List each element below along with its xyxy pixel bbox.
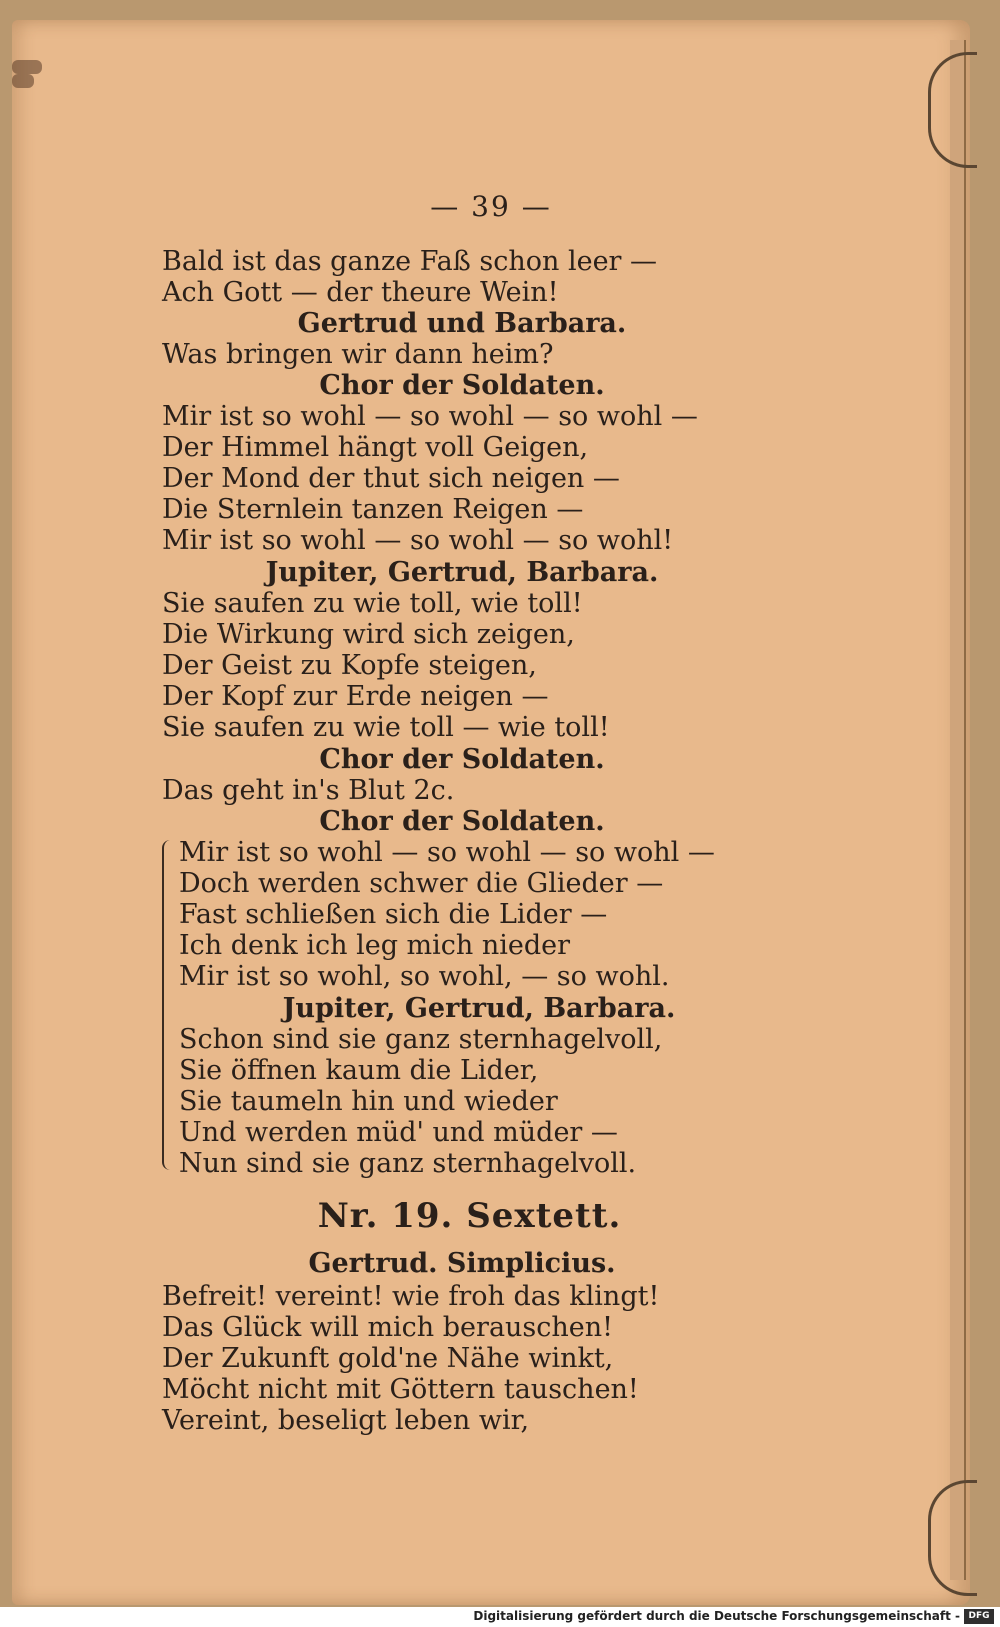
page-number: — 39 — bbox=[430, 190, 552, 223]
text-line: Mir ist so wohl, so wohl, — so wohl. bbox=[179, 961, 670, 992]
text-line: Was bringen wir dann heim? bbox=[162, 339, 554, 370]
page-stain bbox=[12, 74, 34, 88]
text-line: Bald ist das ganze Faß schon leer — bbox=[162, 246, 658, 277]
text-line: Mir ist so wohl — so wohl — so wohl! bbox=[162, 525, 674, 556]
text-line: Fast schließen sich die Lider — bbox=[179, 899, 608, 930]
book-page bbox=[12, 20, 970, 1605]
speaker-heading: Chor der Soldaten. bbox=[319, 806, 605, 837]
speaker-heading: Jupiter, Gertrud, Barbara. bbox=[282, 993, 676, 1024]
text-line: Das geht in's Blut 2c. bbox=[162, 775, 455, 806]
funding-notice: Digitalisierung gefördert durch die Deutsche Forschungsgemeinschaft - bbox=[473, 1609, 960, 1623]
digitization-footer bbox=[0, 1607, 1000, 1627]
text-line: Befreit! vereint! wie froh das klingt! bbox=[162, 1281, 660, 1312]
text-line: Die Wirkung wird sich zeigen, bbox=[162, 619, 575, 650]
text-line: Nun sind sie ganz sternhagelvoll. bbox=[179, 1148, 637, 1179]
text-line: Und werden müd' und müder — bbox=[179, 1117, 618, 1148]
page-edge bbox=[950, 40, 966, 1580]
binding-clip bbox=[928, 1480, 977, 1596]
page-stain bbox=[12, 60, 42, 74]
text-line: Ich denk ich leg mich nieder bbox=[179, 930, 571, 961]
text-line: Sie taumeln hin und wieder bbox=[179, 1086, 558, 1117]
text-line: Sie saufen zu wie toll, wie toll! bbox=[162, 588, 583, 619]
section-heading: Nr. 19. Sextett. bbox=[317, 1196, 622, 1236]
text-line: Der Geist zu Kopfe steigen, bbox=[162, 650, 537, 681]
text-line: Mir ist so wohl — so wohl — so wohl — bbox=[162, 401, 698, 432]
text-line: Möcht nicht mit Göttern tauschen! bbox=[162, 1374, 639, 1405]
speaker-heading: Chor der Soldaten. bbox=[319, 370, 605, 401]
text-line: Ach Gott — der theure Wein! bbox=[162, 277, 559, 308]
text-line: Das Glück will mich berauschen! bbox=[162, 1312, 614, 1343]
text-line: Der Kopf zur Erde neigen — bbox=[162, 681, 549, 712]
text-line: Mir ist so wohl — so wohl — so wohl — bbox=[179, 837, 715, 868]
text-line: Der Himmel hängt voll Geigen, bbox=[162, 432, 589, 463]
text-line: Der Mond der thut sich neigen — bbox=[162, 463, 620, 494]
text-line: Sie saufen zu wie toll — wie toll! bbox=[162, 712, 610, 743]
text-line: Sie öffnen kaum die Lider, bbox=[179, 1055, 539, 1086]
text-line: Schon sind sie ganz sternhagelvoll, bbox=[179, 1024, 663, 1055]
text-line: Vereint, beseligt leben wir, bbox=[162, 1405, 530, 1436]
speaker-heading: Jupiter, Gertrud, Barbara. bbox=[265, 557, 659, 588]
binding-clip bbox=[928, 52, 977, 168]
text-line: Die Sternlein tanzen Reigen — bbox=[162, 494, 584, 525]
speaker-heading: Gertrud und Barbara. bbox=[297, 308, 627, 339]
text-line: Doch werden schwer die Glieder — bbox=[179, 868, 664, 899]
speaker-heading: Chor der Soldaten. bbox=[319, 744, 605, 775]
speaker-heading: Gertrud. Simplicius. bbox=[308, 1248, 616, 1279]
text-line: Der Zukunft gold'ne Nähe winkt, bbox=[162, 1343, 614, 1374]
dfg-logo: DFG bbox=[964, 1609, 994, 1624]
